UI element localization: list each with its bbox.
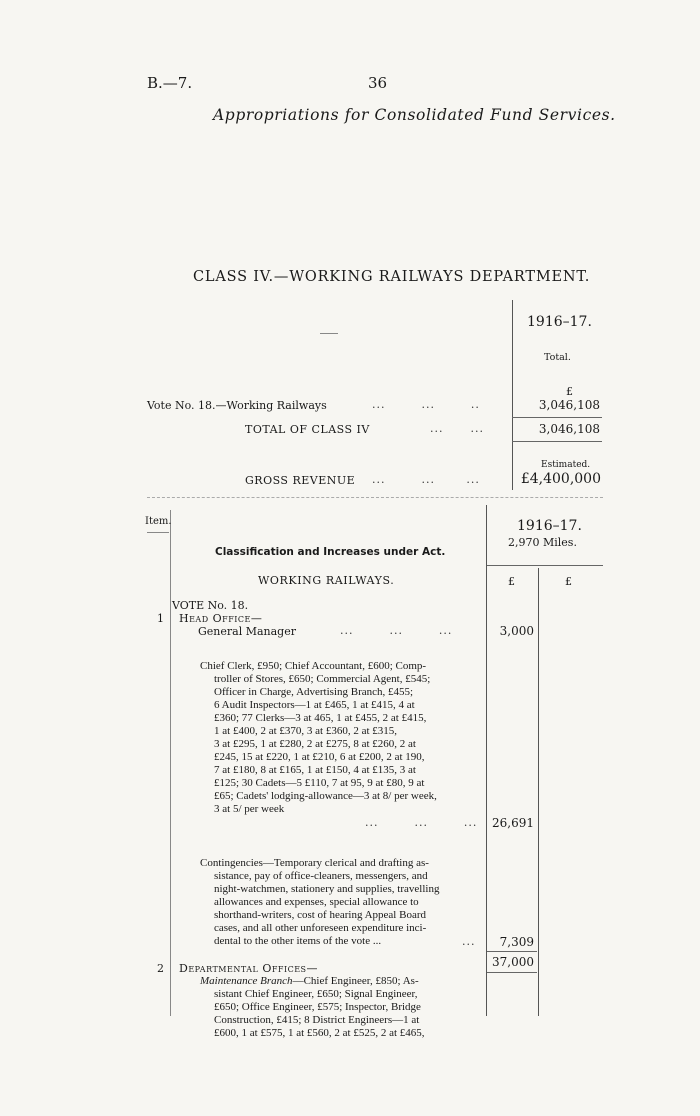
section-divider [147, 497, 603, 498]
paragraph-line: 6 Audit Inspectors—1 at £465, 1 at £415, 4 at [214, 699, 415, 711]
page-number: 36 [368, 74, 388, 92]
paragraph-line: £125; 30 Cadets—5 £110, 7 at 95, 9 at £80, 9 at [214, 777, 425, 789]
estimated-label: Estimated. [541, 460, 591, 470]
total-class-label: TOTAL OF CLASS IV [245, 423, 370, 436]
maintenance-branch-label: Maintenance Branch [200, 975, 293, 987]
paragraph-line: dental to the other items of the vote ... [214, 935, 382, 947]
paragraph-line: 7 at £180, 8 at £165, 1 at £150, 4 at £135, 3 at [214, 764, 416, 776]
paragraph-line: —Chief Engineer, £850; As- [292, 975, 419, 987]
paragraph-line: shorthand-writers, cost of hearing Appeal Board [214, 909, 426, 921]
page-title: Appropriations for Consolidated Fund Services. [213, 106, 616, 124]
leader-dots: ... ... ... [372, 473, 480, 486]
salaries-paragraph [200, 660, 486, 816]
total-class-amount: 3,046,108 [538, 422, 600, 436]
general-manager-label: General Manager [198, 625, 296, 638]
currency-right: £ [565, 575, 572, 588]
leader-dots: ... ... ... [365, 816, 478, 829]
paragraph-line: sistance, pay of office-cleaners, messengers, and [214, 870, 428, 882]
vote-line-label: Vote No. 18.—Working Railways [147, 399, 327, 412]
leader-dots: ... ... [430, 422, 484, 435]
item-heading-head-office: Head Office— [179, 612, 263, 625]
leader-dots: ... [462, 935, 476, 948]
paragraph-line: £360; 77 Clerks—3 at 465, 1 at £455, 2 at £415, [214, 712, 427, 724]
paragraph-line: 3 at 5/ per week [214, 803, 285, 815]
document-reference: B.—7. [147, 74, 193, 92]
amount-underline [512, 417, 602, 418]
item-column-rule [170, 510, 171, 1016]
detail-year: 1916–17. [517, 518, 582, 534]
year-underline [487, 565, 603, 566]
paragraph-line: Chief Clerk, £950; Chief Accountant, £600; Comp- [200, 660, 427, 672]
paragraph-line: Construction, £415; 8 District Engineers—1 at [214, 1014, 420, 1026]
paragraph-line: £600, 1 at £575, 1 at £560, 2 at £525, 2 at £465, [214, 1027, 425, 1039]
paragraph-line: cases, and all other unforeseen expenditure inci- [214, 922, 427, 934]
paragraph-line: £65; Cadets' lodging-allowance—3 at 8/ per week, [214, 790, 437, 802]
item-number: 1 [157, 612, 164, 625]
section-heading: WORKING RAILWAYS. [258, 574, 395, 587]
vote-amount: 3,046,108 [538, 398, 600, 412]
paragraph-line: night-watchmen, stationery and supplies, travelling [214, 883, 440, 895]
detail-miles: 2,970 Miles. [508, 536, 577, 549]
contingencies-amount: 7,309 [499, 935, 534, 949]
vote-heading: VOTE No. 18. [172, 599, 249, 612]
item-number: 2 [157, 962, 164, 975]
summary-column-rule [512, 300, 513, 490]
subtotal-rule [487, 972, 537, 973]
class-heading: CLASS IV.—WORKING RAILWAYS DEPARTMENT. [193, 269, 591, 285]
head-office-subtotal: 37,000 [492, 955, 534, 969]
summary-currency: £ [566, 385, 573, 398]
paragraph-line: Contingencies—Temporary clerical and drafting as- [200, 857, 429, 869]
currency-left: £ [508, 575, 515, 588]
gross-revenue-amount: £4,400,000 [520, 471, 601, 487]
maintenance-paragraph [200, 975, 486, 1040]
item-label-underline [147, 532, 169, 533]
subtotal-rule [487, 951, 537, 952]
total-column-rule [538, 568, 539, 1016]
amount-column-rule [486, 505, 487, 1016]
leader-dots: ... ... ... [340, 624, 453, 637]
salaries-amount: 26,691 [492, 816, 534, 830]
paragraph-line: Officer in Charge, Advertising Branch, £455; [214, 686, 414, 698]
paragraph-line: £650; Office Engineer, £575; Inspector, Bridge [214, 1001, 421, 1013]
contingencies-paragraph [200, 857, 486, 948]
item-column-label: Item. [145, 516, 172, 527]
leader-dots: ... ... .. [372, 398, 480, 411]
short-divider [320, 333, 338, 334]
summary-year: 1916–17. [527, 314, 592, 330]
paragraph-line: allowances and expenses, special allowance to [214, 896, 419, 908]
paragraph-line: troller of Stores, £650; Commercial Agent, £545; [214, 673, 431, 685]
summary-total-label: Total. [544, 352, 571, 363]
paragraph-line: £245, 15 at £220, 1 at £210, 6 at £200, 2 at 190, [214, 751, 425, 763]
paragraph-line: 3 at £295, 1 at £280, 2 at £275, 8 at £260, 2 at [214, 738, 416, 750]
paragraph-line: sistant Chief Engineer, £650; Signal Engineer, [214, 988, 418, 1000]
amount-underline [512, 441, 602, 442]
paragraph-line: 1 at £400, 2 at £370, 3 at £360, 2 at £315, [214, 725, 398, 737]
gross-revenue-label: GROSS REVENUE [245, 474, 356, 487]
classification-heading: Classification and Increases under Act. [215, 546, 446, 558]
item-heading-departmental-offices: Departmental Offices— [179, 962, 319, 975]
general-manager-amount: 3,000 [499, 624, 534, 638]
